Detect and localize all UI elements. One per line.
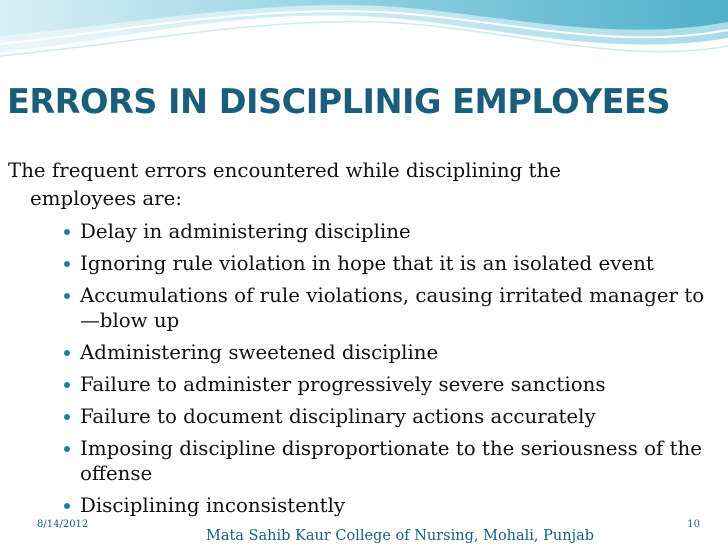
bullet-item: Failure to administer progressively severe sanctions	[0, 372, 710, 397]
bullet-dot-icon	[64, 503, 70, 509]
bullet-dot-icon	[64, 382, 70, 388]
footer-institution: Mata Sahib Kaur College of Nursing, Mohali, Punjab	[205, 528, 595, 544]
bullet-dot-icon	[64, 446, 70, 452]
bullet-item: Ignoring rule violation in hope that it is an isolated event	[0, 251, 710, 276]
page-number: 10	[687, 519, 700, 530]
bullet-item: Delay in administering discipline	[0, 219, 710, 244]
bullet-list	[0, 219, 710, 525]
bullet-dot-icon	[64, 350, 70, 356]
intro-line-2: employees are:	[30, 187, 183, 210]
bullet-dot-icon	[64, 414, 70, 420]
bullet-item: Imposing discipline disproportionate to the seriousness of the offense	[0, 436, 710, 486]
bullet-item: Disciplining inconsistently	[0, 493, 710, 518]
bullet-item: Administering sweetened discipline	[0, 340, 710, 365]
intro-text	[8, 157, 708, 213]
bullet-dot-icon	[64, 261, 70, 267]
header-wave-decoration	[0, 0, 728, 70]
slide-title: ERRORS IN DISCIPLINIG EMPLOYEES	[7, 82, 671, 121]
bullet-dot-icon	[64, 293, 70, 299]
bullet-item: Accumulations of rule violations, causing irritated manager to —blow up	[0, 283, 710, 333]
bullet-item: Failure to document disciplinary actions accurately	[0, 404, 710, 429]
footer-date: 8/14/2012	[37, 519, 89, 530]
bullet-dot-icon	[64, 229, 70, 235]
intro-line-1: The frequent errors encountered while disciplining the	[8, 159, 561, 182]
